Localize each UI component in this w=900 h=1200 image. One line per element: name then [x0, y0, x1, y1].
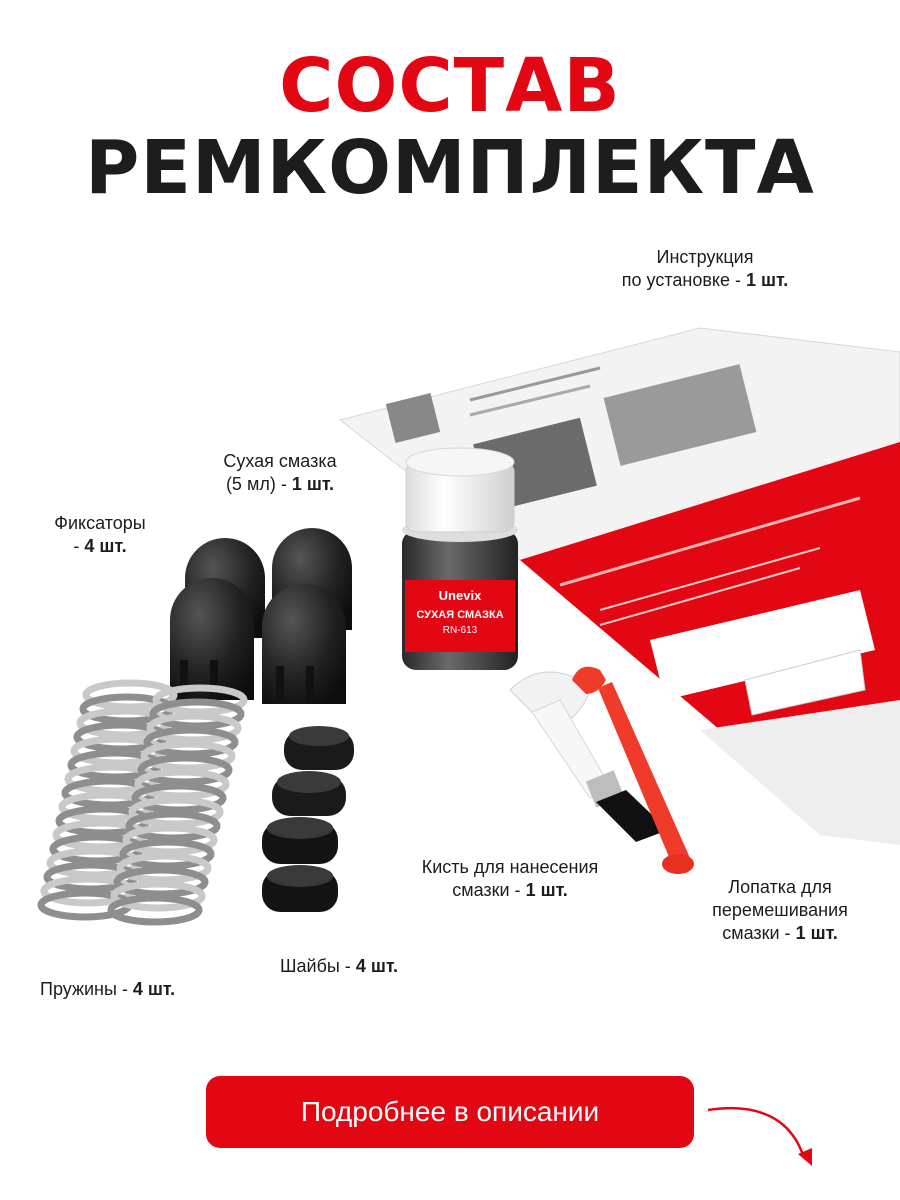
label-washers: Шайбы - 4 шт.: [280, 956, 399, 976]
bottle-label: СУХАЯ СМАЗКА: [416, 609, 504, 621]
title-line-2: РЕМКОМПЛЕКТА: [85, 125, 815, 211]
bottle-brand: Unevix: [438, 588, 482, 603]
lubricant-bottle: [402, 448, 518, 670]
label-clips: Фиксаторы - 4 шт.: [54, 513, 146, 556]
clips: [170, 528, 352, 704]
springs: [41, 683, 244, 922]
kit-photo: [0, 300, 900, 1060]
bottle-code: RN-613: [442, 625, 478, 636]
label-springs: Пружины - 4 шт.: [40, 979, 176, 999]
label-lubricant: Сухая смазка (5 мл) - 1 шт.: [223, 451, 337, 494]
label-brush: Кисть для нанесения смазки - 1 шт.: [421, 857, 599, 900]
washers: [262, 726, 354, 912]
details-button[interactable]: Подробнее в описании: [206, 1076, 694, 1148]
curved-arrow-icon: [700, 1096, 830, 1176]
label-spatula: Лопатка для перемешивания смазки - 1 шт.: [712, 877, 848, 943]
label-instruction: Инструкция по установке - 1 шт.: [621, 247, 789, 290]
title-line-1: СОСТАВ: [279, 43, 621, 129]
